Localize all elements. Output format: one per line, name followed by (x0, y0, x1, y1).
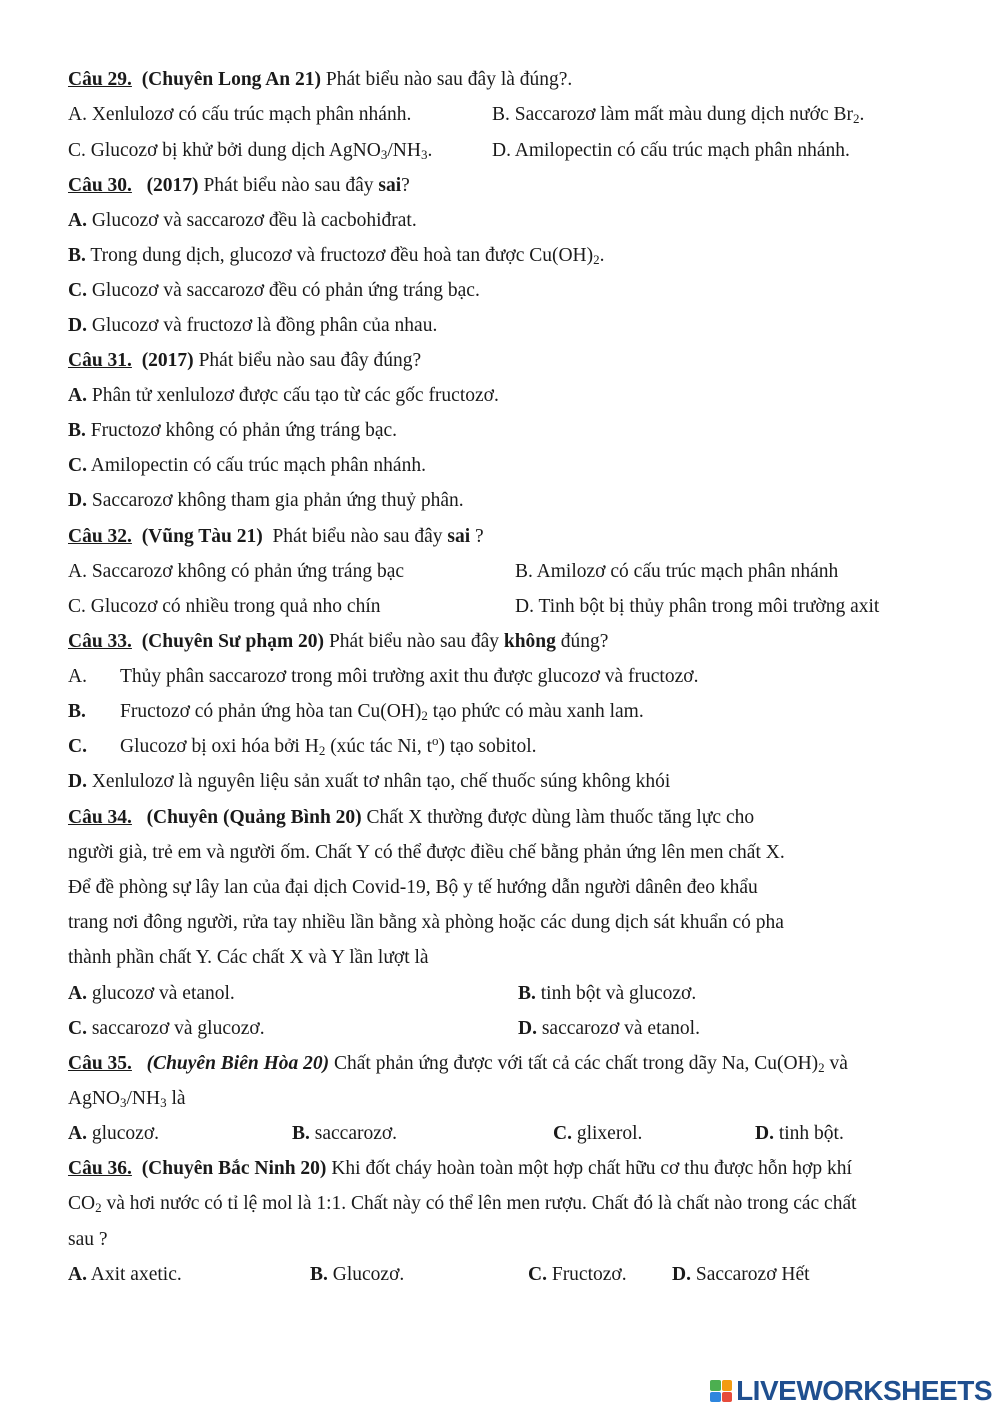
question-30-header: Câu 30. (2017) Phát biểu nào sau đây sai? (68, 175, 410, 196)
question-text: thành phần chất Y. Các chất X và Y lần lượt là (68, 947, 429, 968)
option-b-label: B. (68, 701, 86, 722)
option-c: C. Glucozơ và saccarozơ đều có phản ứng tráng bạc. (68, 280, 480, 301)
question-35-header: Câu 35. (Chuyên Biên Hòa 20) Chất phản ứng được với tất cả các chất trong dãy Na, $Cu(OH)_2$ và (68, 1053, 848, 1075)
option-c: Glucozơ bị oxi hóa bởi $H_2$ (xúc tác Ni, $t^o$) tạo sobitol. (120, 733, 537, 758)
question-stem: Phát biểu nào sau đây là đúng?. (321, 69, 573, 90)
option-d: D. saccarozơ và etanol. (518, 1018, 700, 1039)
option-a: A. Xenlulozơ có cấu trúc mạch phân nhánh. (68, 104, 412, 125)
question-source: (2017) (146, 175, 199, 196)
question-number: Câu 36. (68, 1158, 132, 1179)
option-a: A. Saccarozơ không có phản ứng tráng bạc (68, 561, 405, 582)
question-source: (Chuyên Bắc Ninh 20) (141, 1158, 327, 1179)
option-b: B. Trong dung dịch, glucozơ và fructozơ đều hoà tan được $Cu(OH)_2$. (68, 245, 605, 267)
question-source: (Vũng Tàu 21) (141, 526, 263, 547)
option-d: D. Saccarozơ Hết (672, 1264, 810, 1285)
option-d: D. Glucozơ và fructozơ là đồng phân của nhau. (68, 315, 438, 336)
question-29-header (68, 68, 572, 92)
option-a-label: A. (68, 666, 87, 687)
question-text: người già, trẻ em và người ốm. Chất Y có thể được điều chế bằng phản ứng lên men chất X. (68, 842, 785, 863)
question-36-header: Câu 36. (Chuyên Bắc Ninh 20) Khi đốt cháy hoàn toàn một hợp chất hữu cơ thu được hỗn hợp khí (68, 1158, 852, 1179)
watermark-text: LIVEWORKSHEETS (736, 1375, 992, 1406)
option-c: C. glixerol. (553, 1123, 643, 1144)
question-text: $AgNO_3/NH_3$ là (68, 1088, 186, 1110)
question-31-header: Câu 31. (2017) Phát biểu nào sau đây đúng? (68, 350, 422, 371)
option-c-label: C. (68, 736, 87, 757)
option-c: C. saccarozơ và glucozơ. (68, 1018, 265, 1039)
question-source: (Chuyên Sư phạm 20) (141, 631, 325, 652)
option-c: C. Glucozơ bị khử bởi dung dịch $AgNO_3/NH_3$. (68, 140, 433, 162)
question-number: Câu 31. (68, 350, 132, 371)
question-text: sau ? (68, 1229, 108, 1250)
liveworksheets-logo-icon (710, 1380, 732, 1402)
question-34-header: Câu 34. (Chuyên (Quảng Bình 20) Chất X thường được dùng làm thuốc tăng lực cho (68, 807, 755, 828)
option-b: B. Fructozơ không có phản ứng tráng bạc. (68, 420, 398, 441)
question-source: (Chuyên Biên Hòa 20) (146, 1053, 330, 1074)
option-b: Fructozơ có phản ứng hòa $\tan Cu(OH)_2$ tạo phức có màu xanh lam. (120, 701, 644, 723)
question-number: Câu 32. (68, 526, 132, 547)
question-source: (Chuyên (Quảng Bình 20) (146, 807, 362, 828)
question-number: Câu 30. (68, 175, 132, 196)
option-a: A. Axit axetic. (68, 1264, 182, 1285)
option-a: A. Phân tử xenlulozơ được cấu tạo từ các gốc fructozơ. (68, 385, 499, 406)
option-a: A. glucozơ. (68, 1123, 160, 1144)
option-b: B. tinh bột và glucozơ. (518, 983, 697, 1004)
option-b: B. Saccarozơ làm mất màu dung dịch nước $Br_2$. (492, 104, 865, 126)
option-d: D. Saccarozơ không tham gia phản ứng thuỷ phân. (68, 490, 464, 511)
question-source: (Chuyên Long An 21) (141, 69, 322, 90)
question-number: Câu 29. (68, 69, 132, 90)
option-a: A. glucozơ và etanol. (68, 983, 235, 1004)
question-33-header: Câu 33. (Chuyên Sư phạm 20) Phát biểu nào sau đây không đúng? (68, 631, 609, 652)
question-32-header: Câu 32. (Vũng Tàu 21) Phát biểu nào sau đây sai ? (68, 526, 484, 547)
question-number: Câu 34. (68, 807, 132, 828)
question-text: $CO_2$ và hơi nước có tỉ lệ mol là 1:1. Chất này có thể lên men rượu. Chất đó là chất nào trong các chất (68, 1193, 857, 1215)
option-c: C. Glucozơ có nhiều trong quả nho chín (68, 596, 381, 617)
question-text: Để đề phòng sự lây lan của đại dịch Covid-19, Bộ y tế hướng dẫn người dânên đeo khẩu (68, 877, 758, 898)
option-a: Thủy phân saccarozơ trong môi trường axit thu được glucozơ và fructozơ. (120, 666, 699, 687)
option-b: B. Glucozơ. (310, 1264, 405, 1285)
option-b: B. Amilozơ có cấu trúc mạch phân nhánh (515, 561, 839, 582)
question-number: Câu 33. (68, 631, 132, 652)
option-d: D. tinh bột. (755, 1123, 844, 1144)
option-c: C. Fructozơ. (528, 1264, 627, 1285)
question-source: (2017) (141, 350, 194, 371)
option-b: B. saccarozơ. (292, 1123, 398, 1144)
question-text: trang nơi đông người, rửa tay nhiều lần bằng xà phòng hoặc các dung dịch sát khuẩn có pha (68, 912, 784, 933)
option-d: D. Tinh bột bị thủy phân trong môi trường axit (515, 596, 880, 617)
question-number: Câu 35. (68, 1053, 132, 1074)
option-d: D. Amilopectin có cấu trúc mạch phân nhánh. (492, 140, 850, 161)
liveworksheets-watermark (710, 1376, 992, 1406)
option-a: A. Glucozơ và saccarozơ đều là cacbohiđrat. (68, 210, 417, 231)
option-c: C. Amilopectin có cấu trúc mạch phân nhánh. (68, 455, 426, 476)
option-d: D. Xenlulozơ là nguyên liệu sản xuất tơ nhân tạo, chế thuốc súng không khói (68, 771, 671, 792)
